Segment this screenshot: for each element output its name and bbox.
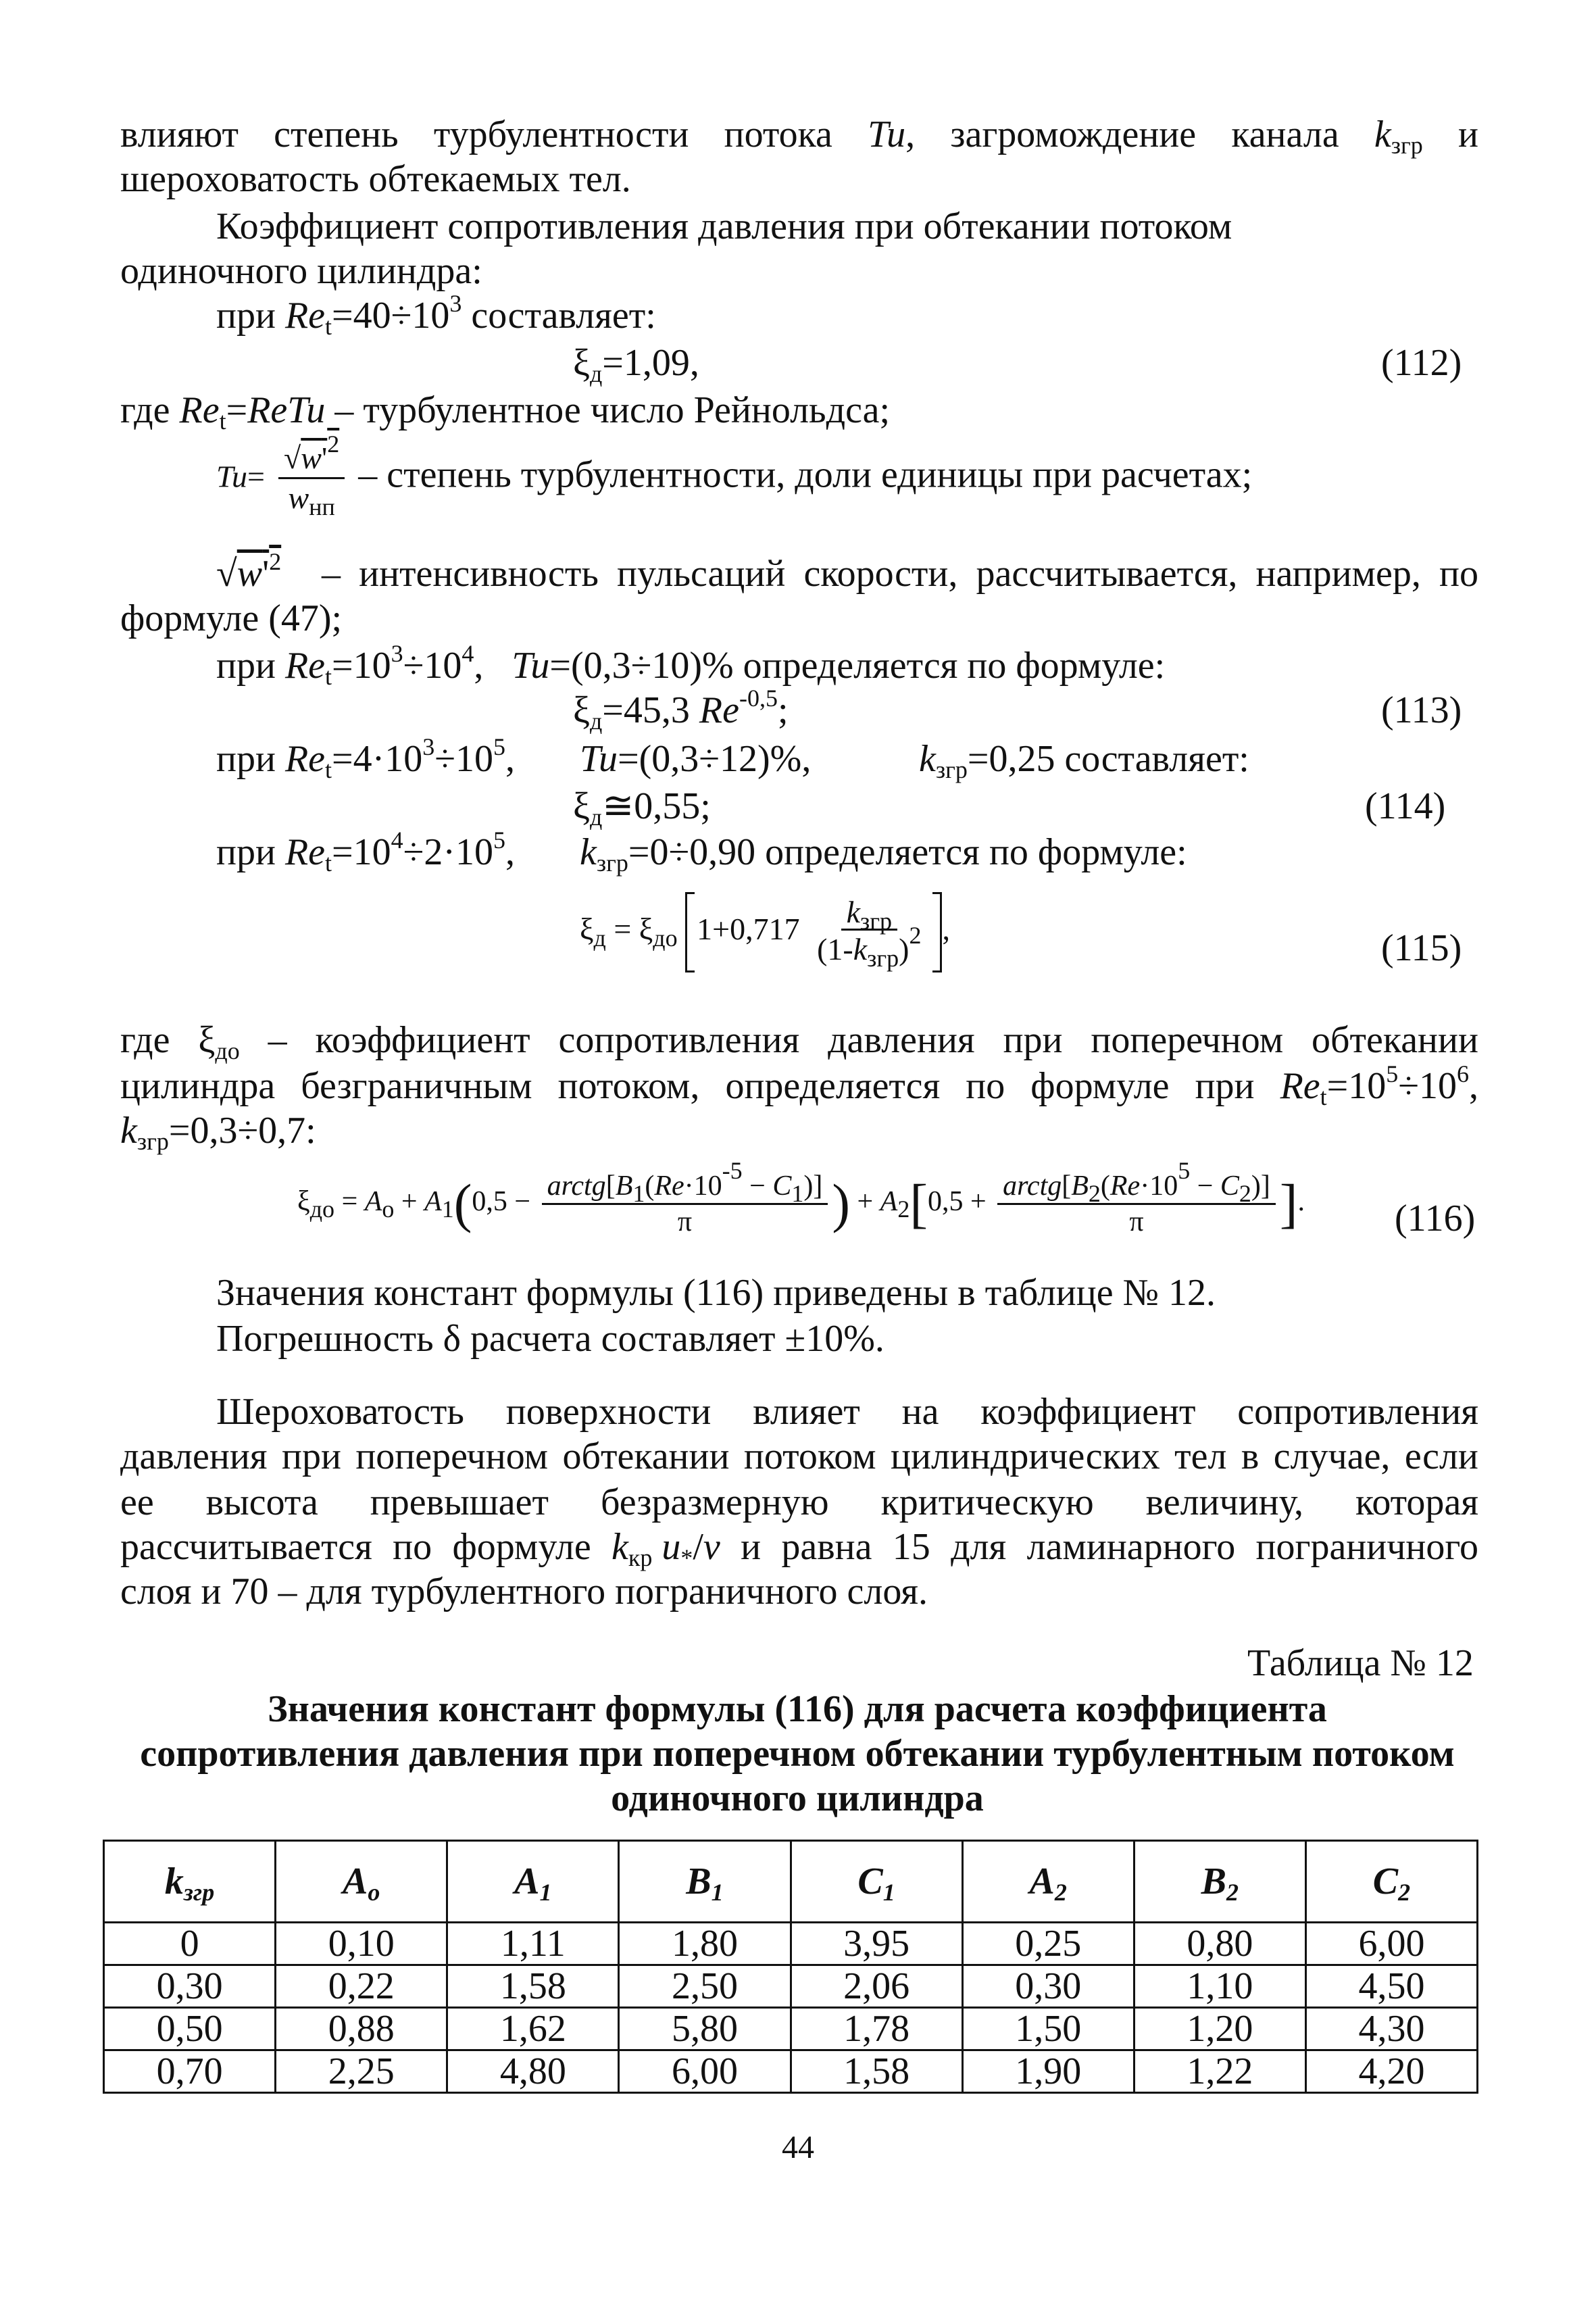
table-cell: 1,78 [791,2008,962,2050]
table-cell: 0,50 [104,2008,276,2050]
table-cell: 4,80 [447,2050,619,2093]
text-line-8: $√w'^2$ [216,548,282,595]
tu-fraction: $\frac{√w'^2}{w_{нп}}$ [278,439,345,517]
table-row [104,2008,1478,2050]
text-line-4: одиночного цилиндра: [120,250,482,292]
equation-number-114: (114) [1365,785,1446,827]
text-line-15: $k_{згр}=0,3\div 0,7$: [120,1110,316,1155]
text-line-20: ее высота превышает безразмерную критическую величину, которая [120,1481,1478,1523]
text-line-14: цилиндра безграничным потоком, определяется по формуле при $Re_t=10^5\div 10^6$, [120,1060,1478,1110]
table-cell: 4,50 [1305,1965,1477,2008]
col-header-kzgr: $k_{згр}$ [104,1841,276,1923]
table-caption-line-2: сопротивления давления при поперечном обтекании турбулентным потоком [140,1733,1455,1775]
text-line-22: слоя и 70 – для турбулентного пограничного слоя. [120,1571,928,1613]
table-cell: 1,22 [1134,2050,1305,2093]
text-line-13: где $\xi_{до}$ – коэффициент сопротивления давления при поперечном обтекании [120,1019,1478,1064]
equation-number-116: (116) [1395,1198,1476,1239]
table-row [104,1923,1478,1965]
text-line-21: рассчитывается по формуле $k_{кр}$ $u_*/\nu$ и равна 15 для ламинарного пограничного [120,1526,1478,1571]
text-line-11-b: Tu=(0,3÷12)%, [580,738,812,780]
text-line-16: Значения констант формулы (116) приведены в таблице № 12. [216,1272,1216,1314]
table-cell: 4,20 [1305,2050,1477,2093]
text-line-1: влияют степень турбулентности потока Tu, загромождение канала $k_{згр}$ и [120,114,1478,159]
table-cell: 1,58 [791,2050,962,2093]
text-line-8-tail: – интенсивность пульсаций скорости, рассчитывается, например, по [322,553,1478,595]
text-line-10: при $Re_t=10^3\div 10^4$, Tu=(0,3÷10)% определяется по формуле: [216,640,1166,690]
text-line-6: где $Re_t=ReTu$ – турбулентное число Рейнольдса; [120,389,891,435]
text-line-19: давления при поперечном обтекании потоком цилиндрических тел в случае, если [120,1435,1478,1477]
table-cell: 0,10 [276,1923,447,1965]
equation-113: $\xi_д=45,3$ $Re^{-0,5}$; [573,685,789,735]
table-cell: 4,30 [1305,2008,1477,2050]
table-cell: 1,58 [447,1965,619,2008]
table-cell: 0 [104,1923,276,1965]
table-cell: 1,62 [447,2008,619,2050]
table-cell: 1,10 [1134,1965,1305,2008]
text-line-5: при $Re_t=40\div 10^3$ составляет: [216,290,656,340]
table-cell: 1,20 [1134,2008,1305,2050]
tu-definition-text: – степень турбулентности, доли единицы при расчетах; [358,453,1253,496]
table-cell: 6,00 [1305,1923,1477,1965]
text-line-9: формуле (47); [120,597,343,639]
table-cell: 0,88 [276,2008,447,2050]
col-header-a1: $A_1$ [447,1841,619,1923]
col-header-c1: $C_1$ [791,1841,962,1923]
equation-112: $\xi_д=1,09$, [573,342,699,387]
table-row [104,1965,1478,2008]
tu-definition: Tu= $\frac{√w'^2}{w_{нп}}$ – степень турбулентности, доли единицы при расчетах; [216,430,1253,520]
equation-number-115: (115) [1381,927,1462,969]
table-caption-line-1: Значения констант формулы (116) для расчета коэффициента [268,1688,1327,1730]
col-header-c2: $C_2$ [1305,1841,1477,1923]
table-cell: 2,25 [276,2050,447,2093]
table-cell: 1,11 [447,1923,619,1965]
equation-number-113: (113) [1381,689,1462,731]
text-line-17: Погрешность δ расчета составляет ±10%. [216,1318,884,1360]
text-line-12: при $Re_t=10^4\div 2\cdot 10^5$, [216,827,515,877]
equation-115: $\xi_д = \xi_{до}$ 1+0,717 $\frac{k_{згр}}{(1-k_{згр})^2}$ , [580,892,950,973]
text-line-2: шероховатость обтекаемых тел. [120,158,631,200]
table-cell: 3,95 [791,1923,962,1965]
constants-table [103,1840,1478,2094]
col-header-b2: $B_2$ [1134,1841,1305,1923]
page-number: 44 [782,2130,814,2165]
table-cell: 0,30 [104,1965,276,2008]
table-cell: 1,90 [962,2050,1134,2093]
col-header-a2: $A_2$ [962,1841,1134,1923]
table-cell: 2,50 [619,1965,791,2008]
text-line-11: при $Re_t=4\cdot 10^3\div 10^5$, [216,733,515,783]
table-label: Таблица № 12 [1247,1642,1474,1684]
table-header-row [104,1841,1478,1923]
table-row [104,2050,1478,2093]
equation-116: $\xi_{до} = A_о + A_1(0,5$ − $\frac{arctg[B_1(Re\cdot 10^{-5} - C_1)]}{\pi}$ ) + $A_2[0,5$ + $\frac{arctg[B_2(Re\cdot 10^5 - C_2)]}{\pi}$ ]. [297,1157,1305,1237]
table-cell: 0,22 [276,1965,447,2008]
table-cell: 5,80 [619,2008,791,2050]
table-cell: 1,80 [619,1923,791,1965]
equation-114: $\xi_д≅0,55$; [573,785,711,831]
table-cell: 1,50 [962,2008,1134,2050]
table-cell: 0,30 [962,1965,1134,2008]
table-cell: 0,25 [962,1923,1134,1965]
text-line-11-c: $k_{згр}=0,25$ составляет: [919,738,1249,783]
text-line-18: Шероховатость поверхности влияет на коэффициент сопротивления [216,1391,1478,1433]
text-line-3: Коэффициент сопротивления давления при обтекании потоком [216,205,1232,247]
table-caption-line-3: одиночного цилиндра [611,1777,984,1819]
table-cell: 0,80 [1134,1923,1305,1965]
table-cell: 0,70 [104,2050,276,2093]
equation-number-112: (112) [1381,342,1462,384]
text-line-12-b: $k_{згр}=0\div 0,90$ определяется по формуле: [580,831,1187,877]
table-cell: 2,06 [791,1965,962,2008]
col-header-a0: $A_о$ [276,1841,447,1923]
col-header-b1: $B_1$ [619,1841,791,1923]
table-cell: 6,00 [619,2050,791,2093]
